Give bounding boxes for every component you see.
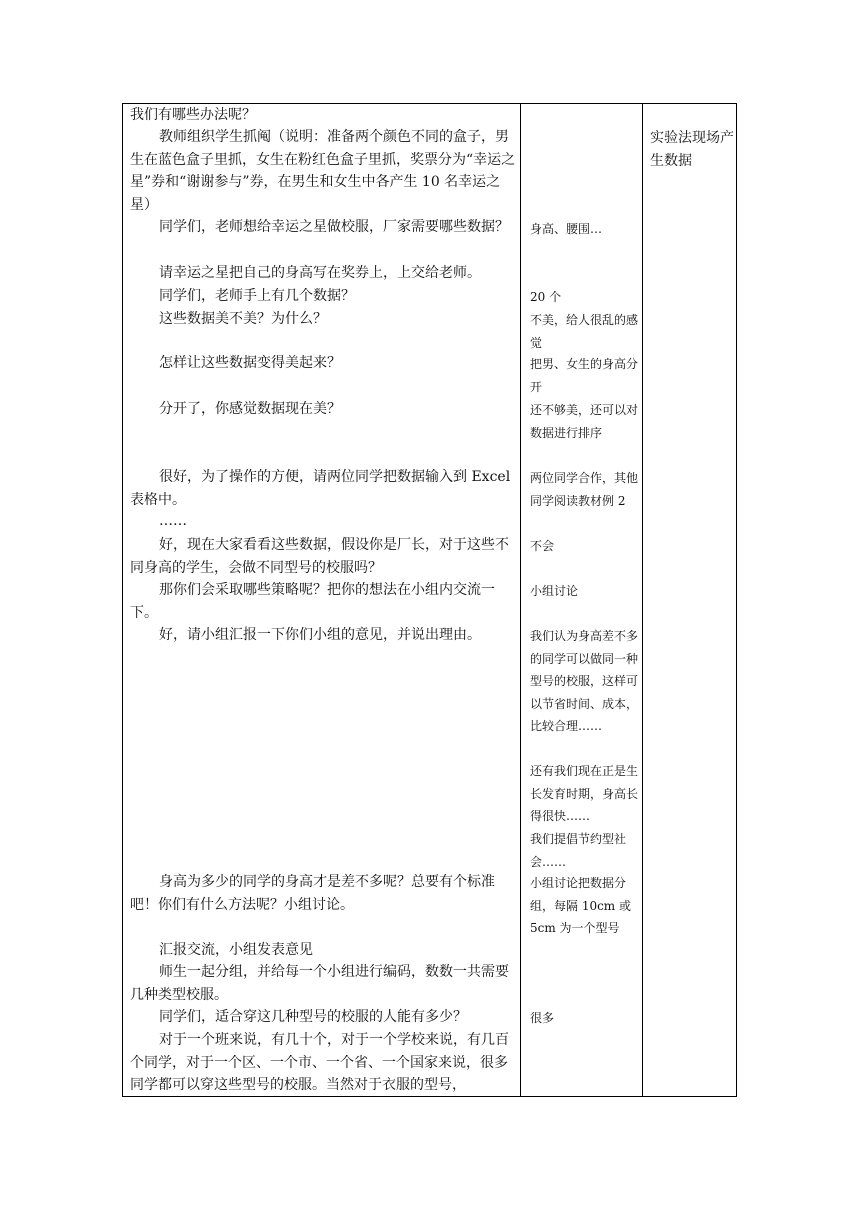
main-text: 那你们会采取哪些策略呢？把你的想法在小组内交流一下。: [130, 582, 495, 621]
main-text: 分开了，你感觉数据现在美？: [159, 401, 341, 417]
main-text: 同学们，适合穿这几种型号的校服的人能有多少？: [159, 1009, 467, 1025]
student-text: 身高、腰围…: [530, 222, 603, 236]
main-text: 我们有哪些办法呢？: [130, 107, 256, 123]
column-divider: [520, 104, 521, 1096]
main-text: 请幸运之星把自己的身高写在奖券上，上交给老师。: [159, 265, 481, 281]
main-text: 好，请小组汇报一下你们小组的意见，并说出理由。: [159, 627, 481, 643]
student-text: 很多: [530, 1011, 555, 1025]
student-text: 两位同学合作，其他同学阅读教材例 2: [530, 471, 639, 508]
student-text: 我们提倡节约型社会……: [530, 832, 627, 869]
student-text: 还不够美，还可以对数据进行排序: [530, 403, 639, 440]
student-text: 小组讨论: [530, 584, 579, 598]
student-text: 20 个: [530, 290, 562, 304]
main-text: 汇报交流，小组发表意见: [159, 942, 313, 958]
main-text: 同学们，老师手上有几个数据？: [159, 288, 355, 304]
main-text: 教师组织学生抓阄（说明：准备两个颜色不同的盒子，男生在蓝色盒子里抓，女生在粉红色盒子里抓，奖票分为“幸运之星”券和“谢谢参与”券，在男生和女生中各产生 10 名幸运之星）: [130, 129, 516, 213]
main-text: 好，现在大家看看这些数据，假设你是厂长，对于这些不同身高的学生，会做不同型号的校服吗？: [130, 537, 509, 576]
student-text: 小组讨论把数据分组，每隔 10cm 或 5cm 为一个型号: [530, 876, 631, 935]
main-text: 很好，为了操作的方便，请两位同学把数据输入到 Excel 表格中。: [130, 469, 511, 508]
main-text: 对于一个班来说，有几十个，对于一个学校来说，有几百个同学，对于一个区、一个市、一个省、一个国家来说，很多同学都可以穿这些型号的校服。当然对于衣服的型号，: [130, 1032, 509, 1093]
main-text: 同学们，老师想给幸运之星做校服，厂家需要哪些数据？: [159, 219, 509, 235]
student-text: 不美，给人很乱的感觉: [530, 313, 639, 350]
lesson-plan-table: [122, 103, 737, 1097]
main-text: 怎样让这些数据变得美起来？: [159, 355, 341, 371]
student-text: 还有我们现在正是生长发育时期，身高长得很快……: [530, 764, 639, 823]
main-text: ……: [159, 513, 187, 529]
main-text: 身高为多少的同学的身高才是差不多呢？总要有个标准吧！你们有什么方法呢？小组讨论。: [130, 874, 495, 913]
student-text: 不会: [530, 539, 555, 553]
student-text: 把男、女生的身高分开: [530, 357, 639, 394]
student-text: 我们认为身高差不多的同学可以做同一种型号的校服，这样可以节省时间、成本，比较合理……: [530, 629, 639, 733]
column-divider: [642, 104, 643, 1096]
intent-text: 实验法现场产生数据: [650, 130, 734, 169]
main-text: 这些数据美不美？为什么？: [159, 311, 327, 327]
main-text: 师生一起分组，并给每一个小组进行编码，数数一共需要几种类型校服。: [130, 964, 509, 1003]
